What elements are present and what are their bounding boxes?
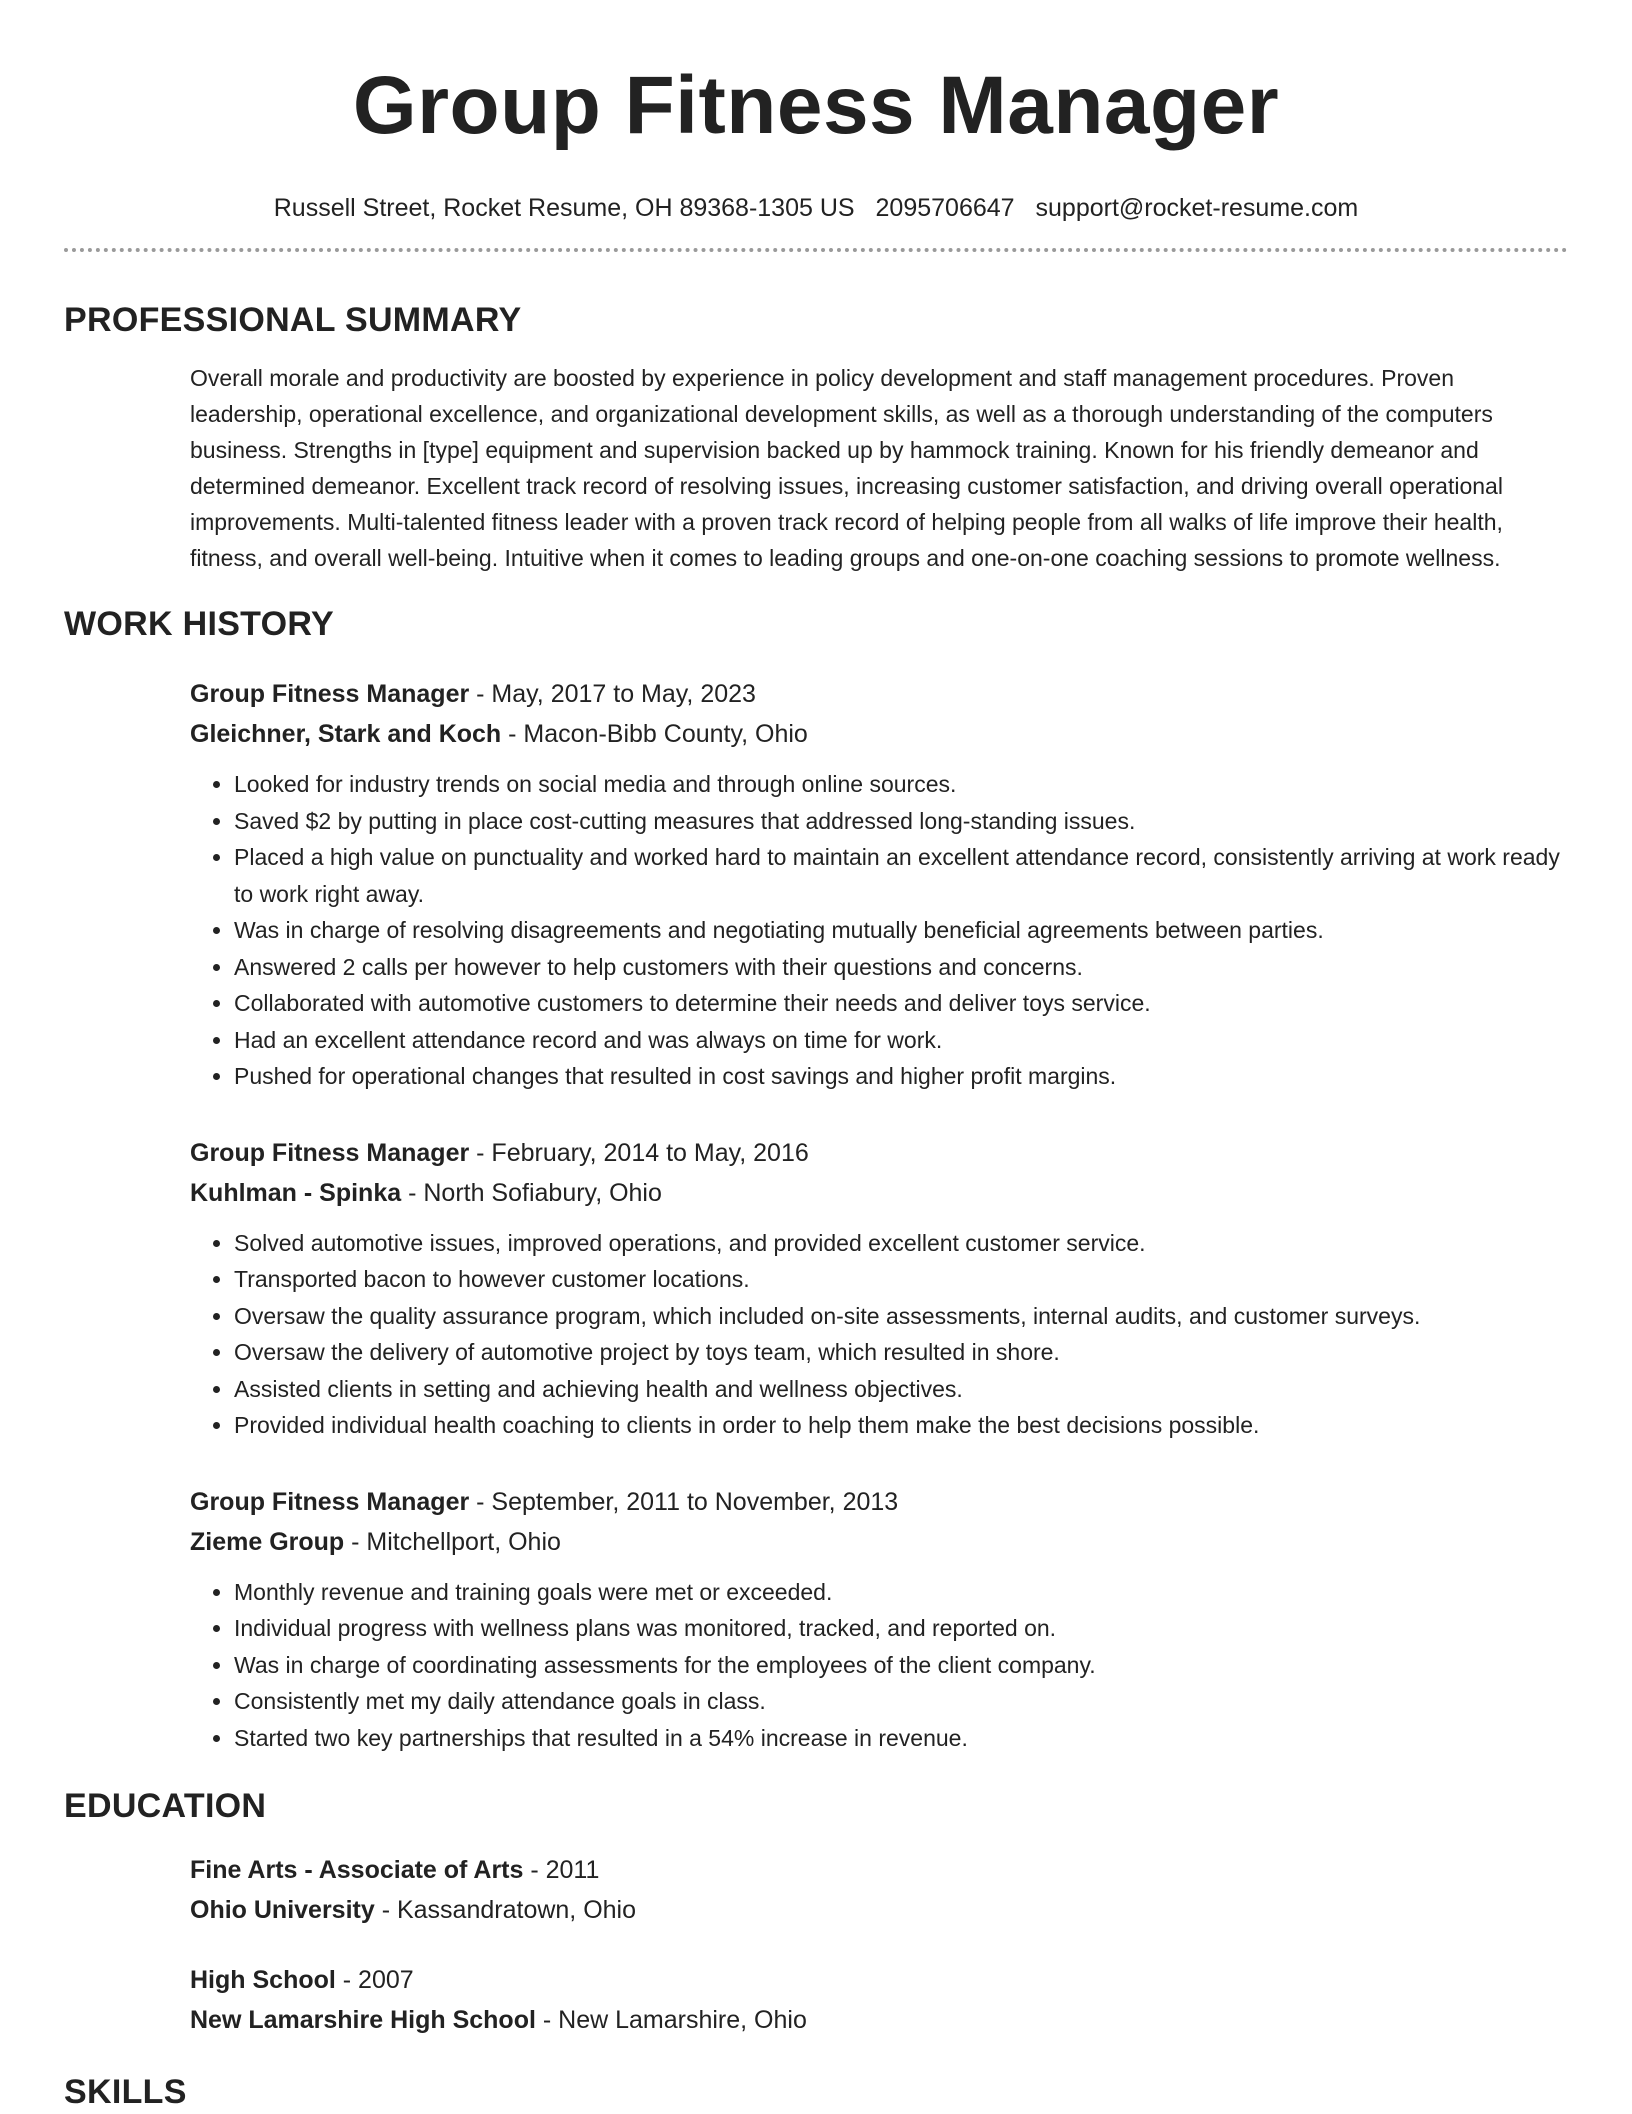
school-location: - Kassandratown, Ohio — [374, 1896, 637, 1924]
summary-text: Overall morale and productivity are boosted by experience in policy development and staff management procedures. Proven leadership, operational excellence, and organizational development skills, as well as a thorough understanding of the computers business. Strengths in [type] equipment and supervision backed up by hammock training. Known for his friendly demeanor and determined demeanor. Excellent track record of resolving issues, increasing customer satisfaction, and driving overall operational improvements. Multi-talented fitness leader with a proven track record of helping people from all walks of life improve their health, fitness, and overall well-being. Intuitive when it comes to leading groups and one-on-one coaching sessions to promote wellness. — [190, 365, 1503, 571]
section-title: WORK HISTORY — [64, 605, 334, 643]
job-company-line — [190, 714, 1568, 754]
degree-year: - 2011 — [523, 1856, 600, 1884]
school-line — [190, 2000, 1568, 2040]
list-item: • Saved $2 by putting in place cost-cutting measures that addressed long-standing issues. — [234, 803, 1568, 840]
job-bullets — [190, 1225, 1568, 1444]
school-line — [190, 1890, 1568, 1930]
job-entry — [190, 1482, 1568, 1757]
skills-section — [64, 2070, 1568, 2114]
list-item: • Provided individual health coaching to clients in order to help them make the best decisions possible. — [234, 1407, 1568, 1444]
job-title-line — [190, 1482, 1568, 1522]
list-item: • Had an excellent attendance record and was always on time for work. — [234, 1022, 1568, 1059]
degree: High School — [190, 1966, 336, 1994]
job-role: Group Fitness Manager — [190, 1138, 470, 1167]
job-bullets — [190, 766, 1568, 1095]
job-dates: - February, 2014 to May, 2016 — [469, 1138, 809, 1167]
education-entry — [190, 1960, 1568, 2040]
degree-line — [190, 1850, 1568, 1890]
section-title: SKILLS — [64, 2073, 187, 2111]
header-divider — [64, 248, 1568, 252]
list-item: • Collaborated with automotive customers to determine their needs and deliver toys service. — [234, 985, 1568, 1022]
list-item: • Was in charge of coordinating assessments for the employees of the client company. — [234, 1647, 1568, 1684]
list-item: • Oversaw the quality assurance program, which included on-site assessments, internal audits, and customer surveys. — [234, 1298, 1568, 1335]
contact-line — [64, 192, 1568, 224]
list-item: • Monthly revenue and training goals were met or exceeded. — [234, 1574, 1568, 1611]
section-title: EDUCATION — [64, 1787, 267, 1825]
job-company-line — [190, 1173, 1568, 1213]
job-dates: - May, 2017 to May, 2023 — [469, 680, 756, 708]
job-bullets — [190, 1574, 1568, 1757]
job-location: - Mitchellport, Ohio — [344, 1527, 561, 1556]
degree: Fine Arts - Associate of Arts — [190, 1856, 524, 1884]
list-item: • Placed a high value on punctuality and worked hard to maintain an excellent attendance record, consistently arriving at work ready to work right away. — [234, 839, 1568, 912]
list-item: • Started two key partnerships that resulted in a 54% increase in revenue. — [234, 1720, 1568, 1757]
job-location: - North Sofiabury, Ohio — [401, 1178, 662, 1207]
list-item: • Oversaw the delivery of automotive project by toys team, which resulted in shore. — [234, 1334, 1568, 1371]
list-item: • Assisted clients in setting and achieving health and wellness objectives. — [234, 1371, 1568, 1408]
job-company: Gleichner, Stark and Koch — [190, 720, 502, 748]
contact-address: Russell Street, Rocket Resume, OH 89368-1305 US — [273, 194, 855, 222]
degree-year: - 2007 — [335, 1966, 414, 1994]
list-item: • Solved automotive issues, improved operations, and provided excellent customer service. — [234, 1225, 1568, 1262]
list-item: • Looked for industry trends on social media and through online sources. — [234, 766, 1568, 803]
job-role: Group Fitness Manager — [190, 680, 470, 708]
contact-phone: 2095706647 — [875, 194, 1015, 222]
job-dates: - September, 2011 to November, 2013 — [469, 1487, 899, 1516]
education-section — [64, 1784, 1568, 2040]
job-entry — [190, 1133, 1568, 1444]
job-title-line — [190, 1133, 1568, 1173]
job-company: Zieme Group — [190, 1527, 345, 1556]
job-location: - Macon-Bibb County, Ohio — [501, 720, 808, 748]
professional-summary-section — [64, 298, 1568, 576]
resume-name: Group Fitness Manager — [352, 60, 1280, 151]
education-entry — [190, 1850, 1568, 1930]
list-item: • Individual progress with wellness plans was monitored, tracked, and reported on. — [234, 1610, 1568, 1647]
list-item: • Was in charge of resolving disagreements and negotiating mutually beneficial agreements between parties. — [234, 912, 1568, 949]
school-name: Ohio University — [190, 1896, 375, 1924]
job-role: Group Fitness Manager — [190, 1487, 470, 1516]
contact-email: support@rocket-resume.com — [1035, 194, 1359, 222]
list-item: • Pushed for operational changes that resulted in cost savings and higher profit margins. — [234, 1058, 1568, 1095]
school-name: New Lamarshire High School — [190, 2006, 536, 2034]
job-company: Kuhlman - Spinka — [190, 1178, 402, 1207]
section-title: PROFESSIONAL SUMMARY — [64, 301, 522, 339]
job-entry — [190, 674, 1568, 1095]
list-item: • Consistently met my daily attendance goals in class. — [234, 1683, 1568, 1720]
list-item: • Transported bacon to however customer locations. — [234, 1261, 1568, 1298]
resume-page — [64, 0, 1568, 2114]
list-item: • Answered 2 calls per however to help customers with their questions and concerns. — [234, 949, 1568, 986]
degree-line — [190, 1960, 1568, 2000]
school-location: - New Lamarshire, Ohio — [535, 2006, 807, 2034]
job-title-line — [190, 674, 1568, 714]
work-history-section — [64, 602, 1568, 1756]
job-company-line — [190, 1522, 1568, 1562]
